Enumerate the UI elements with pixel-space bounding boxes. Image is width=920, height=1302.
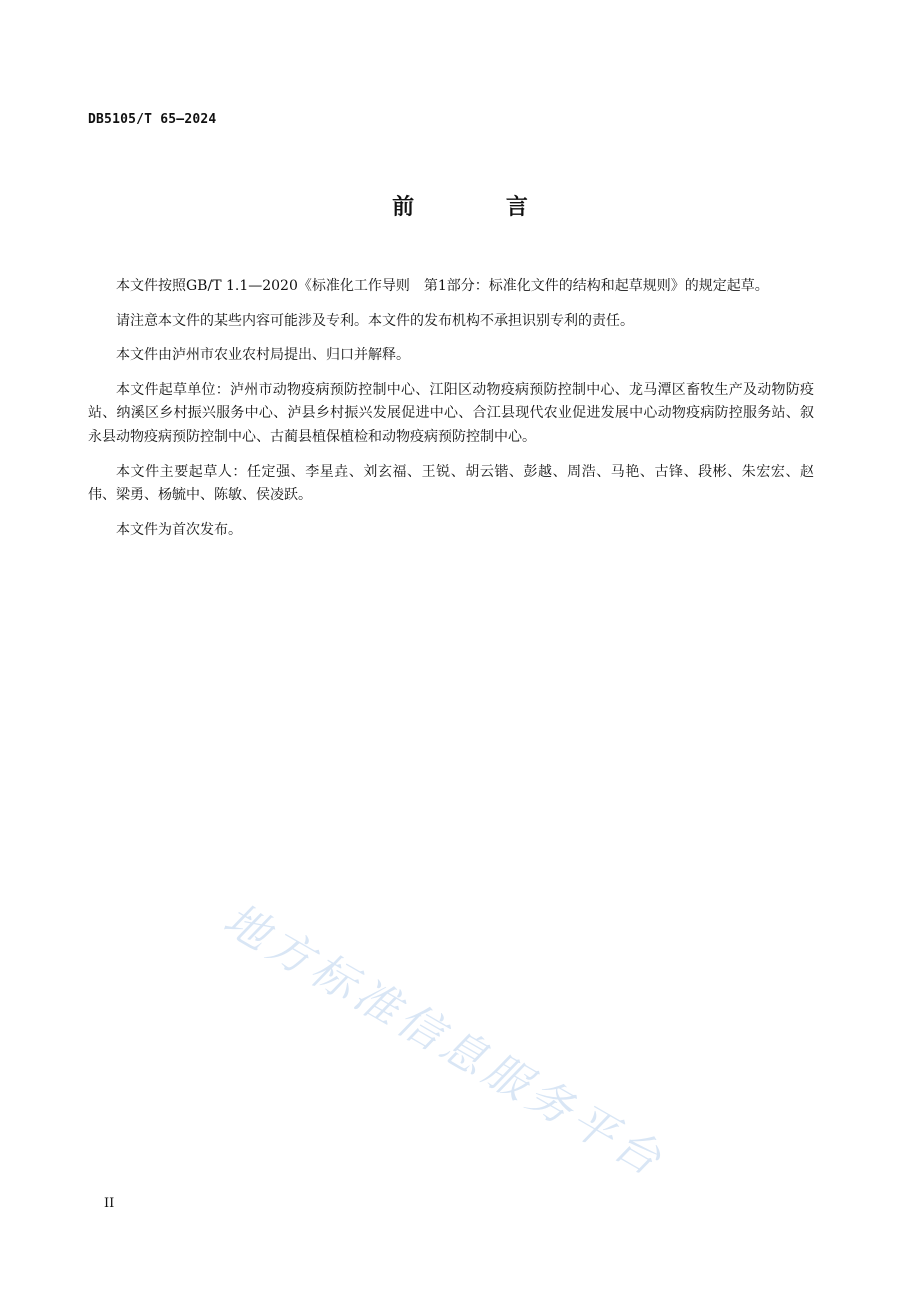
paragraph-proposer: 本文件由泸州市农业农村局提出、归口并解释。 (116, 347, 410, 364)
watermark: 地方标准信息服务平台 (215, 893, 674, 1188)
paragraph-first-release: 本文件为首次发布。 (116, 521, 242, 538)
page-number: II (104, 1196, 115, 1211)
paragraph-patent-notice: 请注意本文件的某些内容可能涉及专利。本文件的发布机构不承担识别专利的责任。 (116, 312, 634, 329)
document-code: DB5105/T 65—2024 (88, 112, 217, 127)
page-title: 前 言 (392, 195, 570, 220)
paragraph-drafting-rules: 本文件按照GB/T 1.1—2020《标准化工作导则 第1部分：标准化文件的结构和起草规则》的规定起草。 (116, 278, 769, 294)
paragraph-drafting-units: 本文件起草单位：泸州市动物疫病预防控制中心、江阳区动物疫病预防控制中心、龙马潭区畜牧生产及动物防疫站、纳溪区乡村振兴服务中心、泸县乡村振兴发展促进中心、合江县现代农业促进发展中心动物疫病防控服务站、叙永县动物疫病预防控制中心、古蔺县植保植检和动物疫病预防控制中心。 (88, 381, 814, 445)
paragraph-drafters: 本文件主要起草人：任定强、李星垚、刘玄福、王锐、胡云锴、彭越、周浩、马艳、古锋、段彬、朱宏宏、赵伟、梁勇、杨毓中、陈敏、侯凌跃。 (88, 463, 814, 504)
document-body (88, 275, 814, 553)
